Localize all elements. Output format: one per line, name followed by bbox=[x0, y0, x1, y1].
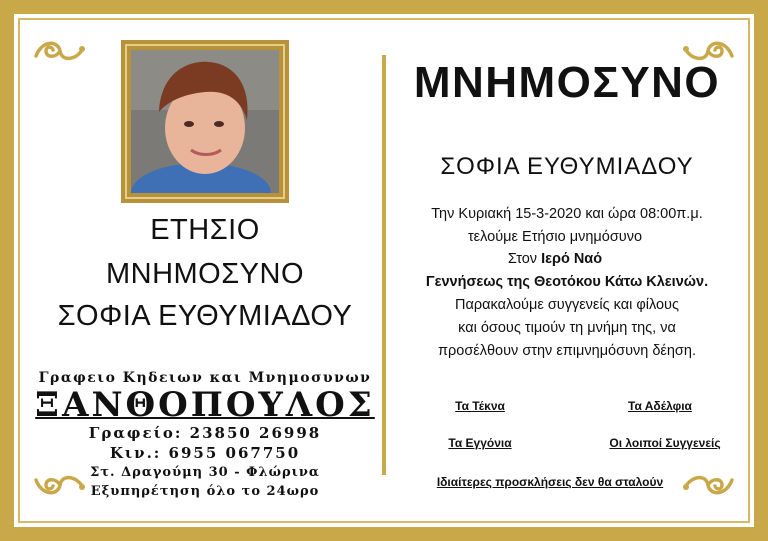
invitation-line-2: και όσους τιμούν τη μνήμη της, να bbox=[458, 320, 676, 336]
left-heading-memorial: ΜΝΗΜΟΣΥΝΟ bbox=[105, 258, 305, 290]
top-left-ornament-icon bbox=[32, 36, 88, 66]
church-line bbox=[380, 251, 730, 267]
funeral-home-brand: ΞΑΝΘΟΠΟΥΛΟΣ bbox=[35, 385, 375, 425]
signer-siblings: Τα Αδέλφια bbox=[628, 399, 692, 413]
church-label: Ιερό Ναό bbox=[541, 251, 603, 267]
signer-children: Τα Τέκνα bbox=[455, 399, 505, 413]
right-deceased-name: ΣΟΦΙΑ ΕΥΘΥΜΙΑΔΟΥ bbox=[440, 153, 694, 180]
office-address: Στ. Δραγούμη 30 - Φλώρινα bbox=[90, 465, 320, 480]
funeral-office-label: Γραφειο Κηδειων και Μνημοσυνων bbox=[38, 370, 372, 386]
invitation-line-1: Παρακαλούμε συγγενείς και φίλους bbox=[455, 297, 679, 313]
signer-grandchildren: Τα Εγγόνια bbox=[448, 436, 512, 450]
ceremony-date-line: Την Κυριακή 15-3-2020 και ώρα 08:00π.μ. bbox=[431, 206, 703, 222]
left-heading-annual: ΕΤΗΣΙΟ bbox=[150, 214, 260, 246]
church-prefix: Στον bbox=[507, 251, 542, 267]
church-name-line: Γεννήσεως της Θεοτόκου Κάτω Κλεινών. bbox=[425, 274, 709, 290]
signer-relatives: Οι λοιποί Συγγενείς bbox=[609, 436, 721, 450]
no-invitations-notice: Ιδιαίτερες προσκλήσεις δεν θα σταλούν bbox=[436, 475, 664, 489]
portrait-image bbox=[131, 50, 279, 193]
left-deceased-name: ΣΟΦΙΑ ΕΥΘΥΜΙΑΔΟΥ bbox=[57, 300, 353, 332]
invitation-line-3: προσέλθουν στην επιμνημόσυνη δέηση. bbox=[438, 343, 696, 359]
portrait-photo bbox=[121, 40, 289, 203]
mobile-phone: Κιν.: 6955 067750 bbox=[109, 444, 301, 462]
office-phone: Γραφείο: 23850 26998 bbox=[88, 424, 322, 442]
service-hours: Εξυπηρέτηση όλο το 24ωρο bbox=[90, 484, 320, 499]
memorial-title: ΜΝΗΜΟΣΥΝΟ bbox=[413, 58, 721, 107]
ceremony-line-2: τελούμε Ετήσιο μνημόσυνο bbox=[467, 229, 643, 245]
